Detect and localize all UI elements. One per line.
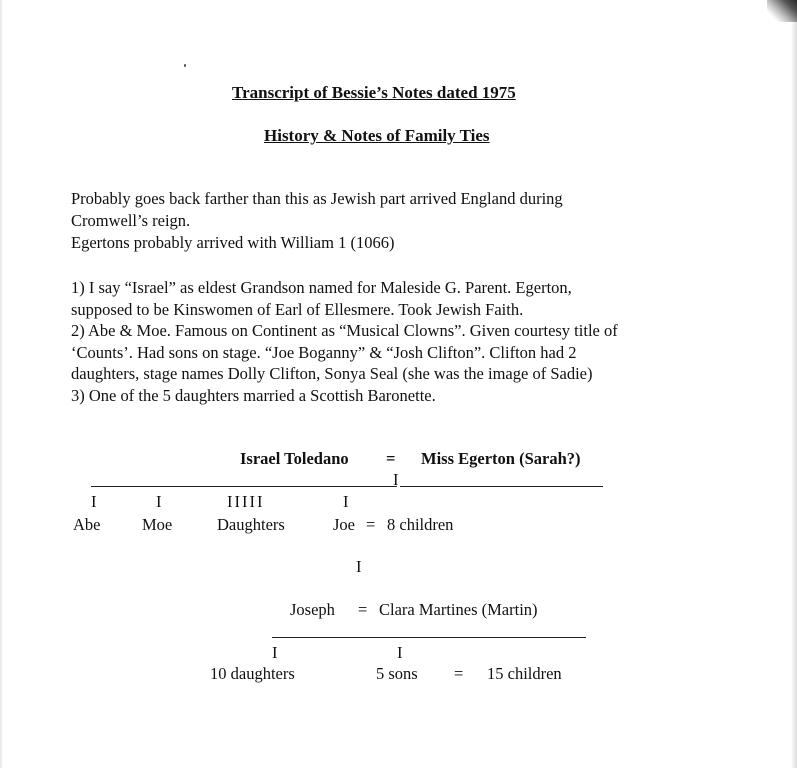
tree-equals-2: =	[358, 600, 368, 619]
tree-joe-children: 8 children	[387, 515, 454, 534]
tree-child-moe: Moe	[142, 515, 173, 534]
scan-edge-right	[791, 0, 797, 768]
tree-child-daughters: Daughters	[217, 515, 285, 534]
tree-line-1-right	[400, 486, 603, 487]
tree-joseph: Joseph	[290, 600, 335, 619]
document-subtitle: History & Notes of Family Ties	[264, 126, 490, 145]
tree-child-joe: Joe	[333, 515, 355, 534]
scan-corner-shadow	[767, 0, 797, 22]
note-line-6: 3) One of the 5 daughters married a Scottish Baronette.	[71, 386, 436, 405]
tree-15-children: 15 children	[487, 664, 562, 683]
tree-israel-toledano: Israel Toledano	[240, 449, 349, 468]
tree-line-1-left	[91, 486, 397, 487]
tree-marker-5-sons: I	[397, 643, 403, 662]
scan-edge-left	[0, 0, 3, 768]
tree-marker-moe: I	[156, 492, 162, 511]
note-line-3: 2) Abe & Moe. Famous on Continent as “Musical Clowns”. Given courtesy title of	[71, 321, 618, 340]
note-line-4: ‘Counts’. Had sons on stage. “Joe Boganny” & “Josh Clifton”. Clifton had 2	[71, 343, 577, 362]
tree-equals-3: =	[454, 664, 464, 683]
tree-marker-daughters: IIIII	[227, 492, 265, 511]
tree-5-sons: 5 sons	[376, 664, 418, 683]
note-line-1: 1) I say “Israel” as eldest Grandson named for Maleside G. Parent. Egerton,	[71, 278, 572, 297]
tree-miss-egerton: Miss Egerton (Sarah?)	[421, 449, 581, 468]
document-title: Transcript of Bessie’s Notes dated 1975	[232, 83, 516, 102]
tree-10-daughters: 10 daughters	[210, 664, 295, 683]
tree-child-abe: Abe	[73, 515, 101, 534]
intro-line-3: Egertons probably arrived with William 1 (1066)	[71, 233, 395, 252]
intro-line-2: Cromwell’s reign.	[71, 211, 191, 230]
tree-clara-martines: Clara Martines (Martin)	[379, 600, 538, 619]
tree-joe-equals: =	[366, 515, 376, 534]
note-line-5: daughters, stage names Dolly Clifton, Sonya Seal (she was the image of Sadie)	[71, 364, 593, 383]
tree-marker-10-daughters: I	[272, 643, 278, 662]
tree-marker-abe: I	[91, 492, 97, 511]
tree-line-2	[272, 637, 586, 638]
note-line-2: supposed to be Kinswomen of Earl of Ellesmere. Took Jewish Faith.	[71, 300, 524, 319]
intro-line-1: Probably goes back farther than this as Jewish part arrived England during	[71, 189, 563, 208]
tree-equals-1: =	[386, 449, 396, 468]
scan-speck	[184, 64, 186, 67]
tree-descent-marker: I	[356, 557, 362, 576]
tree-marker-joe: I	[343, 492, 349, 511]
tree-couple1-connector: I	[393, 470, 399, 489]
